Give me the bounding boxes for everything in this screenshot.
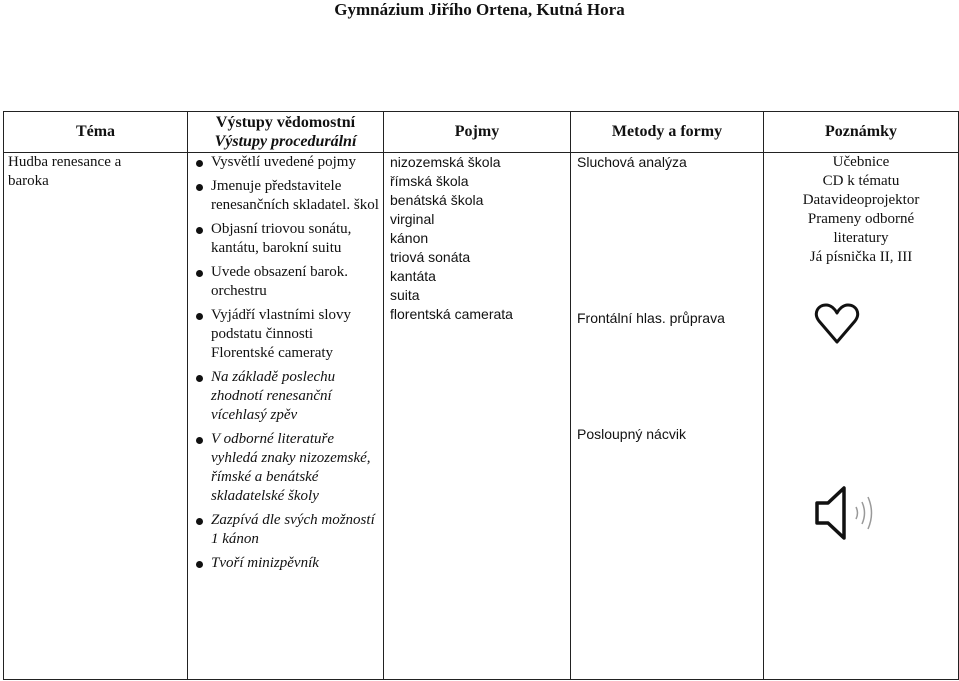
list-item [190,511,379,549]
bullet-icon [196,184,203,191]
term-item: kantáta [390,268,436,284]
list-item [190,177,379,215]
col-methods-header: Metody a formy [571,112,764,153]
col-topic-header: Téma [4,112,188,153]
page-title: Gymnázium Jiřího Ortena, Kutná Hora [334,0,625,19]
speaker-icon [814,485,878,541]
outcomes-header-line1: Výstupy vědomostní [215,114,356,131]
term-item: kánon [390,230,429,246]
method-item: Frontální hlas. průprava [577,310,725,326]
col-notes-header: Poznámky [764,112,959,153]
note-item: Datavideoprojektor [802,192,920,208]
bullet-icon [196,227,203,234]
col-outcomes-header [188,112,384,153]
bullet-icon [196,313,203,320]
term-item: suita [390,287,420,303]
outcome-text: Jmenuje představitele renesančních skladatel. škol [211,178,379,213]
note-item: literatury [833,230,889,246]
list-item [190,368,379,425]
term-item: římská škola [390,173,469,189]
method-item: Sluchová analýza [577,154,687,170]
term-item: benátská škola [390,192,484,208]
bullet-icon [196,437,203,444]
term-item: nizozemská škola [390,154,501,170]
note-item: CD k tématu [822,173,900,189]
outcome-text: Vyjádří vlastními slovy podstatu činnosti Florentské cameraty [211,307,351,361]
outcome-text: V odborné literatuře vyhledá znaky nizozemské, římské a benátské skladatelské školy [211,431,371,504]
topic-cell [4,153,188,680]
outcome-text: Uvede obsazení barok. orchestru [211,264,349,299]
heart-icon [814,303,860,345]
outcomes-header-line2: Výstupy procedurální [214,133,357,150]
topic-line: Hudba renesance a [8,154,122,170]
bullet-icon [196,160,203,167]
methods-cell [571,153,764,680]
outcome-text: Vysvětlí uvedené pojmy [211,154,356,170]
list-item [190,263,379,301]
bullet-icon [196,375,203,382]
list-item [190,306,379,363]
outcome-text: Tvoří minizpěvník [211,555,319,571]
header-row [4,112,959,153]
notes-cell [764,153,959,680]
bullet-icon [196,561,203,568]
bullet-icon [196,518,203,525]
table-row [4,153,959,680]
outcome-text: Objasní triovou sonátu, kantátu, barokní suitu [211,221,352,256]
method-item: Posloupný nácvik [577,426,686,442]
term-item: florentská camerata [390,306,513,322]
note-item: Prameny odborné [807,211,915,227]
terms-cell [384,153,571,680]
list-item [190,220,379,258]
term-item: triová sonáta [390,249,471,265]
term-item: virginal [390,211,435,227]
topic-line: baroka [8,173,49,189]
list-item [190,153,379,172]
outcome-text: Na základě poslechu zhodnotí renesanční vícehlasý zpěv [211,369,336,423]
col-terms-header: Pojmy [384,112,571,153]
note-item: Učebnice [832,154,890,170]
curriculum-table [3,111,959,680]
outcome-text: Zazpívá dle svých možností 1 kánon [211,512,375,547]
outcomes-list [190,153,379,573]
list-item [190,430,379,506]
note-item: Já písnička II, III [809,249,913,265]
bullet-icon [196,270,203,277]
list-item [190,554,379,573]
outcomes-cell [188,153,384,680]
